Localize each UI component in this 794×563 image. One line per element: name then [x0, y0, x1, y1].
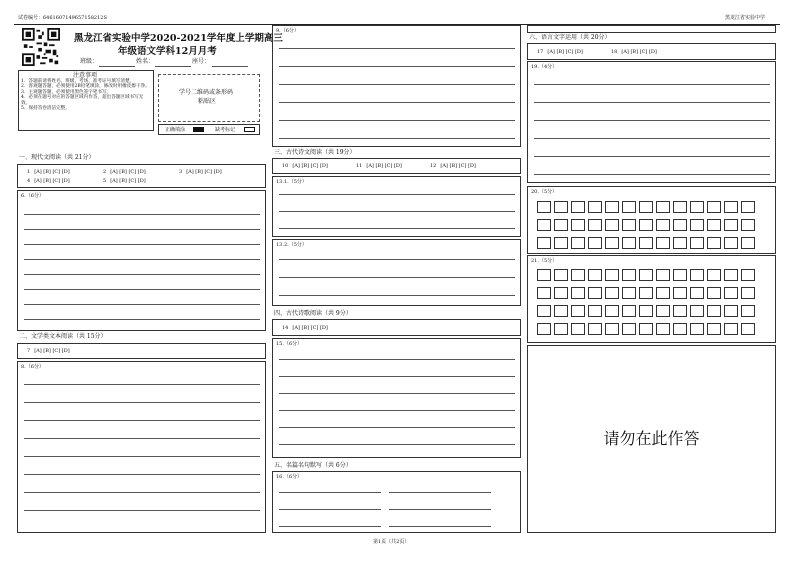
q21-grid-row-3[interactable] — [537, 305, 758, 317]
q13-1-label: 13.1.（5分） — [276, 179, 307, 185]
sec6-mc-box — [527, 43, 776, 60]
mc-q3[interactable]: 3 [A] [B] [C] [D] — [179, 169, 222, 175]
q13-2-answer-box[interactable] — [272, 239, 521, 306]
q21-grid-row-2[interactable] — [537, 287, 758, 299]
notice-item: 1．答题前请将姓名、班级、考场、准考证号填写清楚。 — [21, 79, 135, 84]
page-number: 第1页（共2页） — [373, 539, 410, 545]
class-label: 班级： — [80, 58, 99, 65]
fill-legend — [158, 124, 260, 135]
sec6-title: 六、语言文字运用（共 20分） — [529, 34, 611, 41]
notice-item: 2．客观题答题，必须使用2B铅笔填涂，修改时用橡皮擦干净。 — [21, 84, 150, 90]
barcode-paste-area — [158, 74, 260, 122]
notice-item: 4．必须在题号对应的答题区域内作答，超出答题区域书写无效。 — [21, 95, 144, 106]
sec5-title: 五、名篇名句默写（共 6分） — [274, 462, 352, 469]
sec1-title: 一、现代文阅读（共 21分） — [19, 154, 95, 161]
q15-label: 15.（6分） — [276, 341, 303, 347]
qr-code-icon — [22, 28, 60, 66]
legend-missing-label: 缺考标记 — [215, 127, 236, 133]
name-label: 姓名： — [136, 58, 155, 65]
mc-q1[interactable]: 1 [A] [B] [C] [D] — [27, 169, 70, 175]
barcode-label-1: 学号二维码或条形码 — [179, 89, 234, 96]
q8-label: 8.（6分） — [21, 364, 44, 370]
q20-answer-box[interactable] — [527, 186, 776, 254]
q19-answer-box[interactable] — [527, 61, 776, 183]
notice-items — [21, 79, 151, 111]
q16-answer-box[interactable] — [272, 471, 521, 533]
q9-answer-box[interactable] — [272, 25, 521, 147]
q21-grid-row-1[interactable] — [537, 269, 758, 281]
mc-q14[interactable]: 14 [A] [B] [C] [D] — [282, 325, 328, 331]
school-name: 黑龙江省实验中学 — [725, 15, 766, 21]
notice-item: 3．主观题答题，必须使用黑色签字笔书写。 — [21, 89, 112, 95]
mc-q7[interactable]: 7 [A] [B] [C] [D] — [27, 348, 70, 354]
q20-grid-row-3[interactable] — [537, 237, 758, 249]
q13-1-answer-box[interactable] — [272, 176, 521, 237]
q6-answer-box[interactable] — [17, 190, 266, 331]
q21-grid-row-4[interactable] — [537, 323, 758, 335]
barcode-label-2: 粘贴区 — [198, 98, 217, 105]
mc-q10[interactable]: 10 [A] [B] [C] [D] — [282, 163, 328, 169]
mc-q17[interactable]: 17 [A] [B] [C] [D] — [537, 49, 583, 55]
seat-label: 座号： — [192, 58, 211, 65]
sec1-mc-box — [17, 164, 266, 188]
name-field[interactable] — [155, 66, 191, 67]
q21-label: 21.（5分） — [531, 258, 558, 264]
notice-box — [18, 70, 154, 131]
col3-top-strip — [527, 25, 776, 33]
mc-q18[interactable]: 18 [A] [B] [C] [D] — [611, 49, 657, 55]
sec3-title: 三、古代诗文阅读（共 19分） — [274, 149, 356, 156]
paper-code: 试卷编号：6461607149657158212S — [18, 15, 107, 21]
filled-mark-icon — [193, 127, 204, 132]
no-answer-text: 请勿在此作答 — [603, 429, 700, 448]
q15-answer-box[interactable] — [272, 338, 521, 458]
seat-field[interactable] — [212, 66, 248, 67]
q20-label: 20.（5分） — [531, 189, 558, 195]
sec4-mc-box — [272, 319, 521, 336]
mc-q12[interactable]: 12 [A] [B] [C] [D] — [430, 163, 476, 169]
q13-2-label: 13.2.（5分） — [276, 242, 307, 248]
q9-label: 9.（6分） — [276, 28, 299, 34]
absent-mark-icon[interactable] — [244, 127, 255, 132]
mc-q11[interactable]: 11 [A] [B] [C] [D] — [356, 163, 402, 169]
exam-title-line1: 黑龙江省实验中学2020-2021学年度上学期高三 — [74, 33, 283, 44]
q20-grid-row-1[interactable] — [537, 201, 758, 213]
q21-answer-box[interactable] — [527, 255, 776, 343]
mc-q5[interactable]: 5 [A] [B] [C] [D] — [103, 178, 146, 184]
mc-q4[interactable]: 4 [A] [B] [C] [D] — [27, 178, 70, 184]
class-field[interactable] — [99, 66, 135, 67]
sec3-mc-box — [272, 158, 521, 174]
q19-label: 19.（4分） — [531, 64, 558, 70]
q20-grid-row-2[interactable] — [537, 219, 758, 231]
q6-label: 6.（6分） — [21, 193, 44, 199]
mc-q2[interactable]: 2 [A] [B] [C] [D] — [103, 169, 146, 175]
exam-title-line2: 年级语文学科12月月考 — [118, 46, 217, 57]
sec2-title: 二、文学类文本阅读（共 15分） — [19, 333, 107, 340]
legend-correct-label: 正确填涂 — [165, 127, 186, 133]
q8-answer-box[interactable] — [17, 361, 266, 533]
notice-item: 5．保持答卷清洁完整。 — [21, 106, 70, 112]
no-answer-zone — [527, 345, 776, 533]
q16-label: 16.（6分） — [276, 474, 303, 480]
notice-title: 注意事项 — [73, 72, 98, 79]
sec4-title: 四、古代诗歌阅读（共 9分） — [274, 310, 352, 317]
sec2-mc-box — [17, 343, 266, 359]
